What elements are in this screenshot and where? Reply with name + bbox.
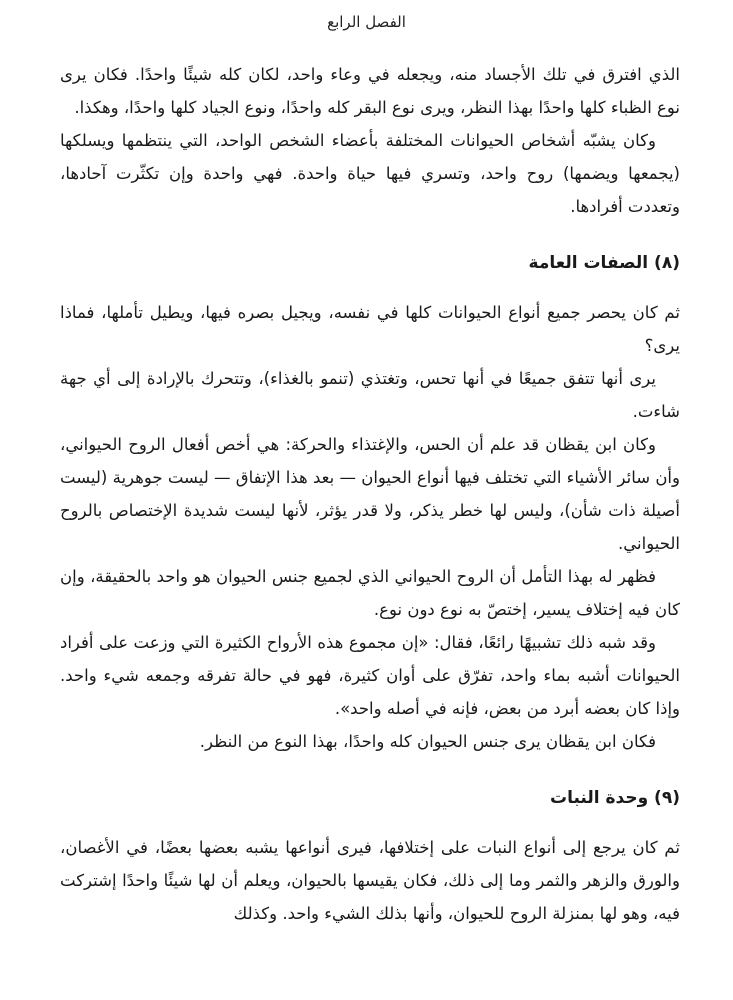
paragraph: فكان ابن يقظان يرى جنس الحيوان كله واحدًا، بهذا النوع من النظر. <box>199 732 656 751</box>
paragraph: وكان يشبّه أشخاص الحيوانات المختلفة بأعضاء الشخص الواحد، التي ينتظمها ويسلكها (يجمعها ويضمها) روح واحد، وتسري فيها حياة واحدة. فهي واحدة وإن تكثّرت آحادها، وتعددت أفرادها. <box>60 131 680 216</box>
section-heading-9: (٩) وحدة النبات <box>549 788 680 808</box>
paragraph-continuation: الذي افترق في تلك الأجساد منه، ويجعله في وعاء واحد، لكان كله شيئًا واحدًا. فكان يرى نوع الظباء كلها واحدًا بهذا النظر، ويرى نوع البقر كله واحدًا، ونوع الجياد كلها واحدًا، وهكذا. <box>60 65 680 117</box>
running-head: الفصل الرابع <box>327 13 406 31</box>
section-heading-8: (٨) الصفات العامة <box>528 253 680 273</box>
paragraph: ثم كان يحصر جميع أنواع الحيوانات كلها في نفسه، ويجيل بصره فيها، ويطيل تأملها، فماذا يرى؟ <box>60 303 680 355</box>
paragraph: فظهر له بهذا التأمل أن الروح الحيواني الذي لجميع جنس الحيوان هو واحد بالحقيقة، وإن كان فيه إختلاف يسير، إختصّ به نوع دون نوع. <box>60 567 680 619</box>
paragraph: ثم كان يرجع إلى أنواع النبات على إختلافها، فيرى أنواعها يشبه بعضها بعضًا، في الأغصان، والورق والزهر والثمر وما إلى ذلك، فكان يقيسها بالحيوان، ويعلم أن لها شيئًا واحدًا إشتركت فيه، وهو لها بمنزلة الروح للحيوان، وأنها بذلك الشيء واحد. وكذلك <box>60 838 680 923</box>
page-body <box>60 58 680 930</box>
paragraph: وقد شبه ذلك تشبيهًا رائعًا، فقال: «إن مجموع هذه الأرواح الكثيرة التي وزعت على أفراد الحيوانات أشبه بماء واحد، تفرّق على أوان كثيرة، فهو في حالة تفرقه وجمعه شيء واحد. وإذا كان بعضه أبرد من بعض، فإنه في أصله واحد». <box>60 633 680 718</box>
paragraph: يرى أنها تتفق جميعًا في أنها تحس، وتغتذي (تنمو بالغذاء)، وتتحرك بالإرادة إلى أي جهة شاءت. <box>60 369 680 421</box>
paragraph: وكان ابن يقظان قد علم أن الحس، والإغتذاء والحركة: هي أخص أفعال الروح الحيواني، وأن سائر الأشياء التي تختلف فيها أنواع الحيوان — بعد هذا الإتفاق — ليست جوهرية (ليست أصيلة ذات شأن)، وليس لها خطر يذكر، ولا قدر يؤثر، لأنها ليست شديدة الإختصاص بالروح الحيواني. <box>60 435 680 553</box>
